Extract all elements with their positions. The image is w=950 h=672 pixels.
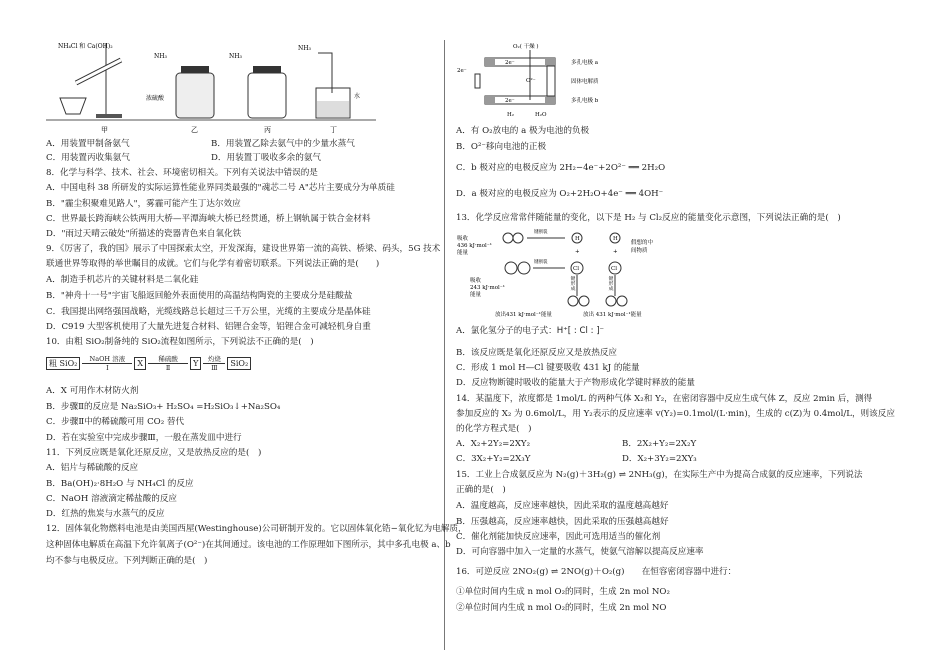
q10-option-a: A．X 可用作木材防火剂 [46, 386, 139, 396]
q9-option-d: D．C919 大型客机使用了大量先进复合材料、铝锂合金等，铝锂合金可减轻机身自重 [46, 322, 371, 332]
q10-flowchart [46, 355, 251, 372]
q7-option-c: C．用装置丙收集氨气 [46, 153, 130, 163]
q9-option-a: A．制造手机芯片的关键材料是二氧化硅 [46, 275, 199, 285]
q13-option-c: C．形成 1 mol H—Cl 键要吸收 431 kJ 的能量 [456, 363, 640, 373]
q16-stem: 16．可逆反应 2NO₂(g) ⇌ 2NO(g)＋O₂(g) 在恒容密闭容器中进行： [456, 567, 737, 577]
q12-option-b: B．O²⁻移向电池的正极 [456, 142, 547, 152]
flow-reagent-2: 稀硫酸 [158, 355, 178, 363]
bond-break-label: 键断裂 [534, 230, 548, 235]
q15-option-c: C．催化剂能加快反应速率，因此可选用适当的催化剂 [456, 532, 661, 542]
q16-item-2: ②单位时间内生成 n mol O₂的同时，生成 2n mol NO [456, 603, 667, 613]
energy-label: 能量 [457, 250, 469, 256]
q12-stem-2: 这种固体电解质在高温下允许氧离子(O²⁻)在其间通过。该电池的工作原理如下图所示，其中多孔电极 a、b [46, 540, 451, 550]
q7-option-d: D．用装置丁吸收多余的氨气 [211, 153, 322, 163]
q14-option-b: B．2X₂+Y₂=2X₂Y [622, 439, 697, 449]
absorb-label: 吸收 [457, 236, 469, 242]
nh3-label: NH₃ [298, 45, 311, 52]
flow-start: 粗 SiO₂ [46, 357, 80, 370]
q13-option-d: D．反应物断键时吸收的能量大于产物形成化学键时释放的能量 [456, 378, 695, 388]
hypothetical-label-2: 间物质 [631, 248, 648, 254]
oxide-ion-label: O²⁻ [526, 78, 536, 84]
energy-243: 243 kJ·mol⁻¹ [470, 285, 505, 291]
atom-h: H [575, 236, 580, 242]
q14-option-c: C．3X₂+Y₂=2X₃Y [456, 454, 531, 464]
q13-option-a [456, 326, 604, 337]
apparatus-figure [46, 38, 376, 138]
absorb-label: 吸收 [470, 278, 482, 284]
q14-stem-2: 参加反应的 X₂ 为 0.6mol/L，用 Y₂表示的反应速率 v(Y₂)=0.1mol/(L·min)，生成的 c(Z)为 0.4mol/L，则该反应 [456, 409, 895, 419]
plus-sign: + [613, 249, 618, 255]
electron-label: 2e⁻ [457, 68, 467, 74]
bond-break-label: 键断裂 [534, 260, 548, 265]
flow-reagent-1: NaOH 溶液 [89, 355, 126, 363]
atom-cl: Cl [573, 266, 579, 272]
q9-stem: 9．《厉害了，我的国》展示了中国探索太空，开发深海，建设世界第一流的高铁、桥梁、码头，5G 技术 [46, 244, 441, 254]
q11-stem: 11．下列反应既是氧化还原反应，又是放热反应的是( ) [46, 448, 262, 458]
q15-option-d: D．可向容器中加入一定量的水蒸气，使氨气溶解以提高反应速率 [456, 547, 704, 557]
q12-option-d: D．a 极对应的电极反应为 O₂+2H₂O+4e⁻ ══ 4OH⁻ [456, 189, 664, 199]
q16-item-1: ①单位时间内生成 n mol O₂的同时，生成 2n mol NO₂ [456, 587, 670, 597]
hypothetical-label: 假想的中 [631, 240, 654, 246]
q14-stem-3: 的化学方程式是( ) [456, 424, 532, 434]
column-divider [444, 40, 445, 650]
q8-option-a: A．中国电科 38 所研发的实际运算性能业界同类最强的"魂芯二号 A"芯片主要成分为单质硅 [46, 183, 395, 193]
label-bing: 丙 [264, 126, 271, 134]
label-ding: 丁 [330, 126, 337, 134]
bond-form-label: 键形成 [569, 276, 575, 291]
flow-y: Y [190, 357, 201, 370]
q12-stem-3: 均不参与电极反应。下列判断正确的是( ) [46, 556, 208, 566]
q13-option-a-text: A．氯化氢分子的电子式： [456, 326, 557, 336]
electrode-a-label: 多孔电极 a [571, 60, 599, 66]
q12-option-c: C．b 极对应的电极反应为 2H₂−4e⁻+2O²⁻ ══ 2H₂O [456, 163, 666, 173]
q9-option-b: B．"神舟十一号"宇宙飞船返回舱外表面使用的高温结构陶瓷的主要成分是硅酸盐 [46, 291, 353, 301]
q11-option-a: A．铝片与稀硫酸的反应 [46, 463, 139, 473]
q13-option-b: B．该反应既是氧化还原反应又是放热反应 [456, 348, 618, 358]
q10-option-b: B．步骤Ⅱ的反应是 Na₂SiO₃+ H₂SO₄ =H₂SiO₃↓+Na₂SO₄ [46, 402, 281, 412]
q11-option-d: D．红热的焦炭与水蒸气的反应 [46, 509, 165, 519]
q14-stem: 14．某温度下，浓度都是 1mol/L 的两种气体 X₂和 Y₂，在密闭容器中反应生成气体 Z，反应 2min 后，测得 [456, 394, 873, 404]
electrolyte-label: 固体电解质 [571, 79, 599, 85]
flow-reagent-3: 灼烧 [207, 355, 221, 363]
q7-option-b: B．用装置乙除去氨气中的少量水蒸气 [211, 139, 355, 149]
atom-h: H [613, 236, 618, 242]
q12-option-a: A．有 O₂放电的 a 极为电池的负极 [456, 126, 590, 136]
q10-option-c: C．步骤Ⅱ中的稀硫酸可用 CO₂ 替代 [46, 417, 185, 427]
fuel-cell-figure [455, 40, 625, 120]
release-label-1: 放出431 kJ·mol⁻¹能量 [495, 312, 552, 318]
q8-option-b: B．"霾尘积聚难见路人"，雾霾可能产生丁达尔效应 [46, 199, 241, 209]
electron-label: 2e⁻ [505, 98, 515, 104]
acid-label: 浓硫酸 [146, 95, 165, 102]
q14-option-a: A．X₂+2Y₂=2XY₂ [456, 439, 531, 449]
q7-option-a: A．用装置甲制备氨气 [46, 139, 130, 149]
label-jia: 甲 [101, 126, 108, 134]
q11-option-b: B．Ba(OH)₂·8H₂O 与 NH₄Cl 的反应 [46, 479, 194, 489]
electrode-b-label: 多孔电极 b [571, 98, 599, 104]
energy-436: 436 kJ·mol⁻¹ [457, 243, 492, 249]
flow-end: SiO₂ [227, 357, 251, 370]
electron-formula: H⁺[ : Cl : ]⁻ [556, 326, 605, 336]
flow-step-3: Ⅲ [211, 364, 218, 372]
label-yi: 乙 [191, 126, 198, 134]
energy-diagram [455, 228, 655, 320]
o2-label: O₂( 干燥 ) [513, 44, 539, 50]
flow-step-2: Ⅱ [165, 364, 171, 372]
nh3-label: NH₃ [154, 53, 167, 60]
plus-sign: + [575, 249, 580, 255]
water-label: 水 [354, 93, 361, 100]
h2-label: H₂ [507, 112, 515, 118]
q15-stem-2: 正确的是( ) [456, 485, 506, 495]
q8-stem: 8．化学与科学、技术、社会、环境密切相关。下列有关说法中错误的是 [46, 168, 318, 178]
energy-label: 能量 [470, 292, 482, 298]
q8-option-d: D．"雨过天晴云破处"所描述的瓷器青色来自氧化铁 [46, 229, 242, 239]
nh3-label: NH₃ [229, 53, 242, 60]
q15-stem: 15．工业上合成氨反应为 N₂(g)＋3H₂(g) ⇌ 2NH₃(g)，在实际生产中为提高合成氨的反应速率，下列说法 [456, 470, 863, 480]
q15-option-a: A．温度越高，反应速率越快，因此采取的温度越高越好 [456, 501, 669, 511]
q10-option-d: D．若在实验室中完成步骤Ⅲ，一般在蒸发皿中进行 [46, 433, 242, 443]
q10-stem: 10．由粗 SiO₂制备纯的 SiO₂流程如图所示，下列说法不正确的是( ) [46, 337, 314, 347]
q8-option-c: C．世界最长跨海峡公铁两用大桥—平潭海峡大桥已经贯通，桥上钢轨属于铁合金材料 [46, 214, 371, 224]
q13-stem: 13．化学反应常常伴随能量的变化，以下是 H₂ 与 Cl₂反应的能量变化示意图，下列说法正确的是( ) [456, 213, 841, 223]
q9-option-c: C．我国提出网络强国战略，光缆线路总长超过三千万公里，光缆的主要成分是晶体硅 [46, 307, 371, 317]
flow-step-1: Ⅰ [106, 364, 109, 372]
q14-option-d: D．X₂+3Y₂=2XY₃ [622, 454, 697, 464]
q12-stem: 12．固体氧化物燃料电池是由美国西屋(Westinghouse)公司研制开发的。它以固体氧化锆−氧化钇为电解质， [46, 524, 467, 534]
release-label-2: 放出 431 kJ·mol⁻¹能量 [583, 312, 642, 318]
q15-option-b: B．压强越高，反应速率越快，因此采取的压强越高越好 [456, 517, 669, 527]
h2o-label: H₂O [535, 112, 547, 118]
q11-option-c: C．NaOH 溶液滴定稀盐酸的反应 [46, 494, 178, 504]
atom-cl: Cl [611, 266, 617, 272]
electron-label: 2e⁻ [505, 60, 515, 66]
flow-x: X [134, 357, 146, 370]
reagent-label: NH₄Cl 和 Ca(OH)₂ [58, 43, 113, 50]
bond-form-label: 键形成 [607, 276, 613, 291]
q9-stem-cont: 联通世界等取得的举世瞩目的成就。它们与化学有着密切联系。下列说法正确的是( ) [46, 259, 380, 269]
